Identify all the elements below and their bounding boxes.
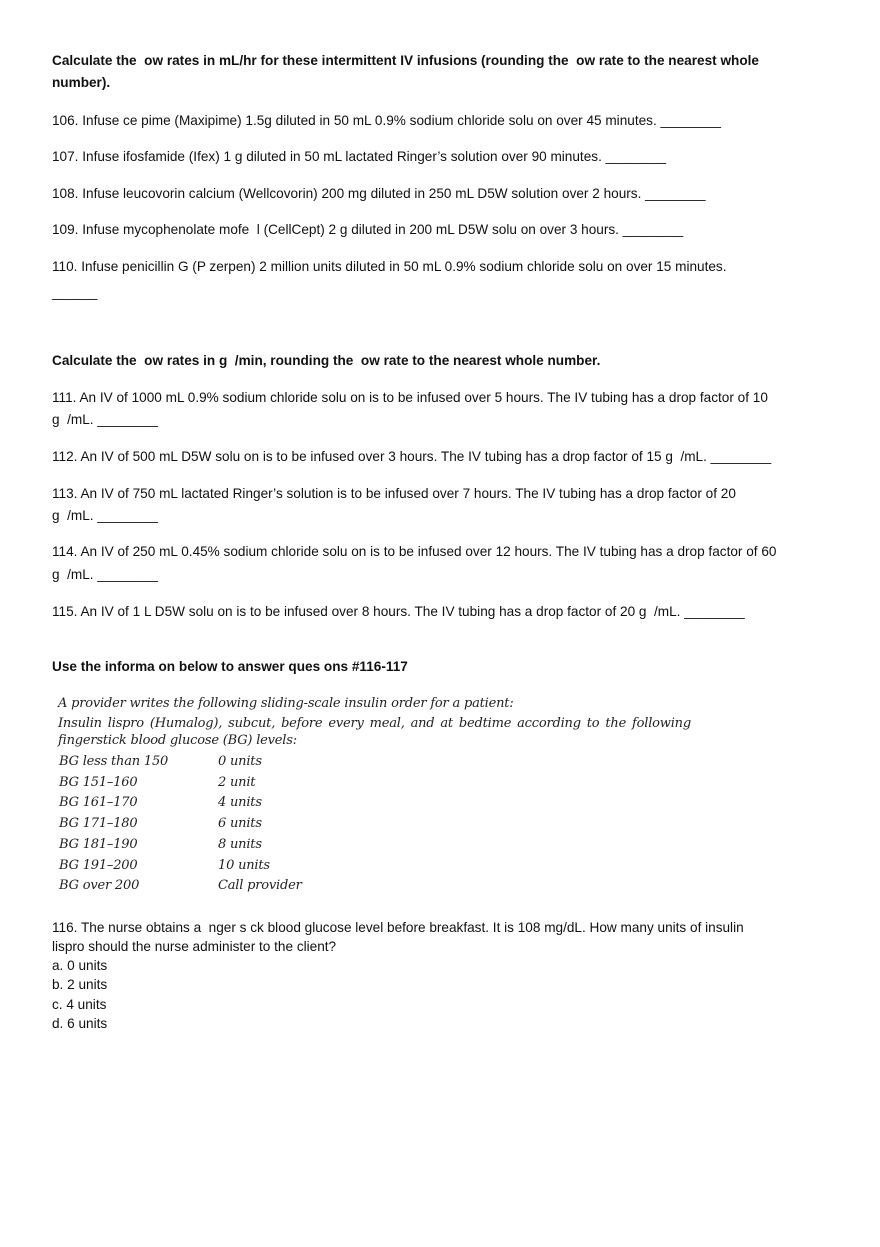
insulin-dose: Call provider: [218, 878, 302, 894]
order-line-1: A provider writes the following sliding-scale insulin order for a patient:: [58, 696, 514, 711]
question-114: 114. An IV of 250 mL 0.45% sodium chloride solu on is to be infused over 12 hours. The IV tubing has a drop factor of 60: [52, 544, 777, 559]
order-line-2: Insulin lispro (Humalog), subcut, before every meal, and at bedtime according to the following: [58, 716, 691, 731]
question-112: 112. An IV of 500 mL D5W solu on is to be infused over 3 hours. The IV tubing has a drop factor of 15 g /mL. ________: [52, 449, 772, 464]
question-113-cont: g /mL. ________: [52, 508, 158, 523]
insulin-dose: 0 units: [218, 754, 262, 769]
section-heading-cont: number).: [52, 75, 111, 90]
section-heading: Calculate the ow rates in g /min, rounding the ow rate to the nearest whole number.: [52, 353, 601, 368]
question-108: 108. Infuse leucovorin calcium (Wellcovorin) 200 mg diluted in 250 mL D5W solution over 2 hours. ________: [52, 186, 706, 201]
order-line-3: fingerstick blood glucose (BG) levels:: [58, 733, 297, 748]
question-116-cont: lispro should the nurse administer to the client?: [52, 939, 337, 954]
section-heading: Calculate the ow rates in mL/hr for these intermittent IV infusions (rounding the ow rate to the nearest whole: [52, 53, 759, 68]
option-c: c. 4 units: [52, 997, 107, 1012]
bg-range: BG 191–200: [59, 857, 138, 873]
question-114-cont: g /mL. ________: [52, 567, 158, 582]
bg-range: BG 161–170: [59, 795, 138, 811]
bg-range: BG 151–160: [59, 774, 138, 790]
question-110-blank: ______: [52, 285, 98, 300]
section-heading: Use the informa on below to answer ques ons #116-117: [52, 659, 408, 674]
insulin-dose: 6 units: [218, 816, 262, 832]
question-113: 113. An IV of 750 mL lactated Ringer’s solution is to be infused over 7 hours. The IV tubing has a drop factor of 20: [52, 486, 736, 501]
question-116: 116. The nurse obtains a nger s ck blood glucose level before breakfast. It is 108 mg/dL. How many units of insulin: [52, 920, 744, 935]
question-109: 109. Infuse mycophenolate mofe l (CellCept) 2 g diluted in 200 mL D5W solu on over 3 hours. ________: [52, 222, 684, 237]
bg-range: BG 181–190: [59, 836, 138, 852]
bg-range: BG less than 150: [59, 754, 169, 769]
question-111-cont: g /mL. ________: [52, 412, 158, 427]
option-b: b. 2 units: [52, 977, 108, 992]
insulin-dose: 2 unit: [218, 774, 256, 790]
question-106: 106. Infuse ce pime (Maxipime) 1.5g diluted in 50 mL 0.9% sodium chloride solu on over 45 minutes. ________: [52, 113, 721, 128]
question-115: 115. An IV of 1 L D5W solu on is to be infused over 8 hours. The IV tubing has a drop factor of 20 g /mL. ________: [52, 604, 745, 619]
bg-range: BG over 200: [59, 878, 140, 894]
insulin-dose: 4 units: [218, 795, 262, 811]
insulin-dose: 10 units: [218, 857, 270, 873]
option-a: a. 0 units: [52, 958, 108, 973]
bg-range: BG 171–180: [59, 816, 138, 832]
insulin-dose: 8 units: [218, 836, 262, 852]
question-110: 110. Infuse penicillin G (P zerpen) 2 million units diluted in 50 mL 0.9% sodium chloride solu on over 15 minutes.: [52, 259, 727, 274]
option-d: d. 6 units: [52, 1016, 108, 1031]
question-107: 107. Infuse ifosfamide (Ifex) 1 g diluted in 50 mL lactated Ringer’s solution over 90 minutes. ________: [52, 149, 667, 164]
question-111: 111. An IV of 1000 mL 0.9% sodium chloride solu on is to be infused over 5 hours. The IV tubing has a drop factor of 10: [52, 390, 768, 405]
